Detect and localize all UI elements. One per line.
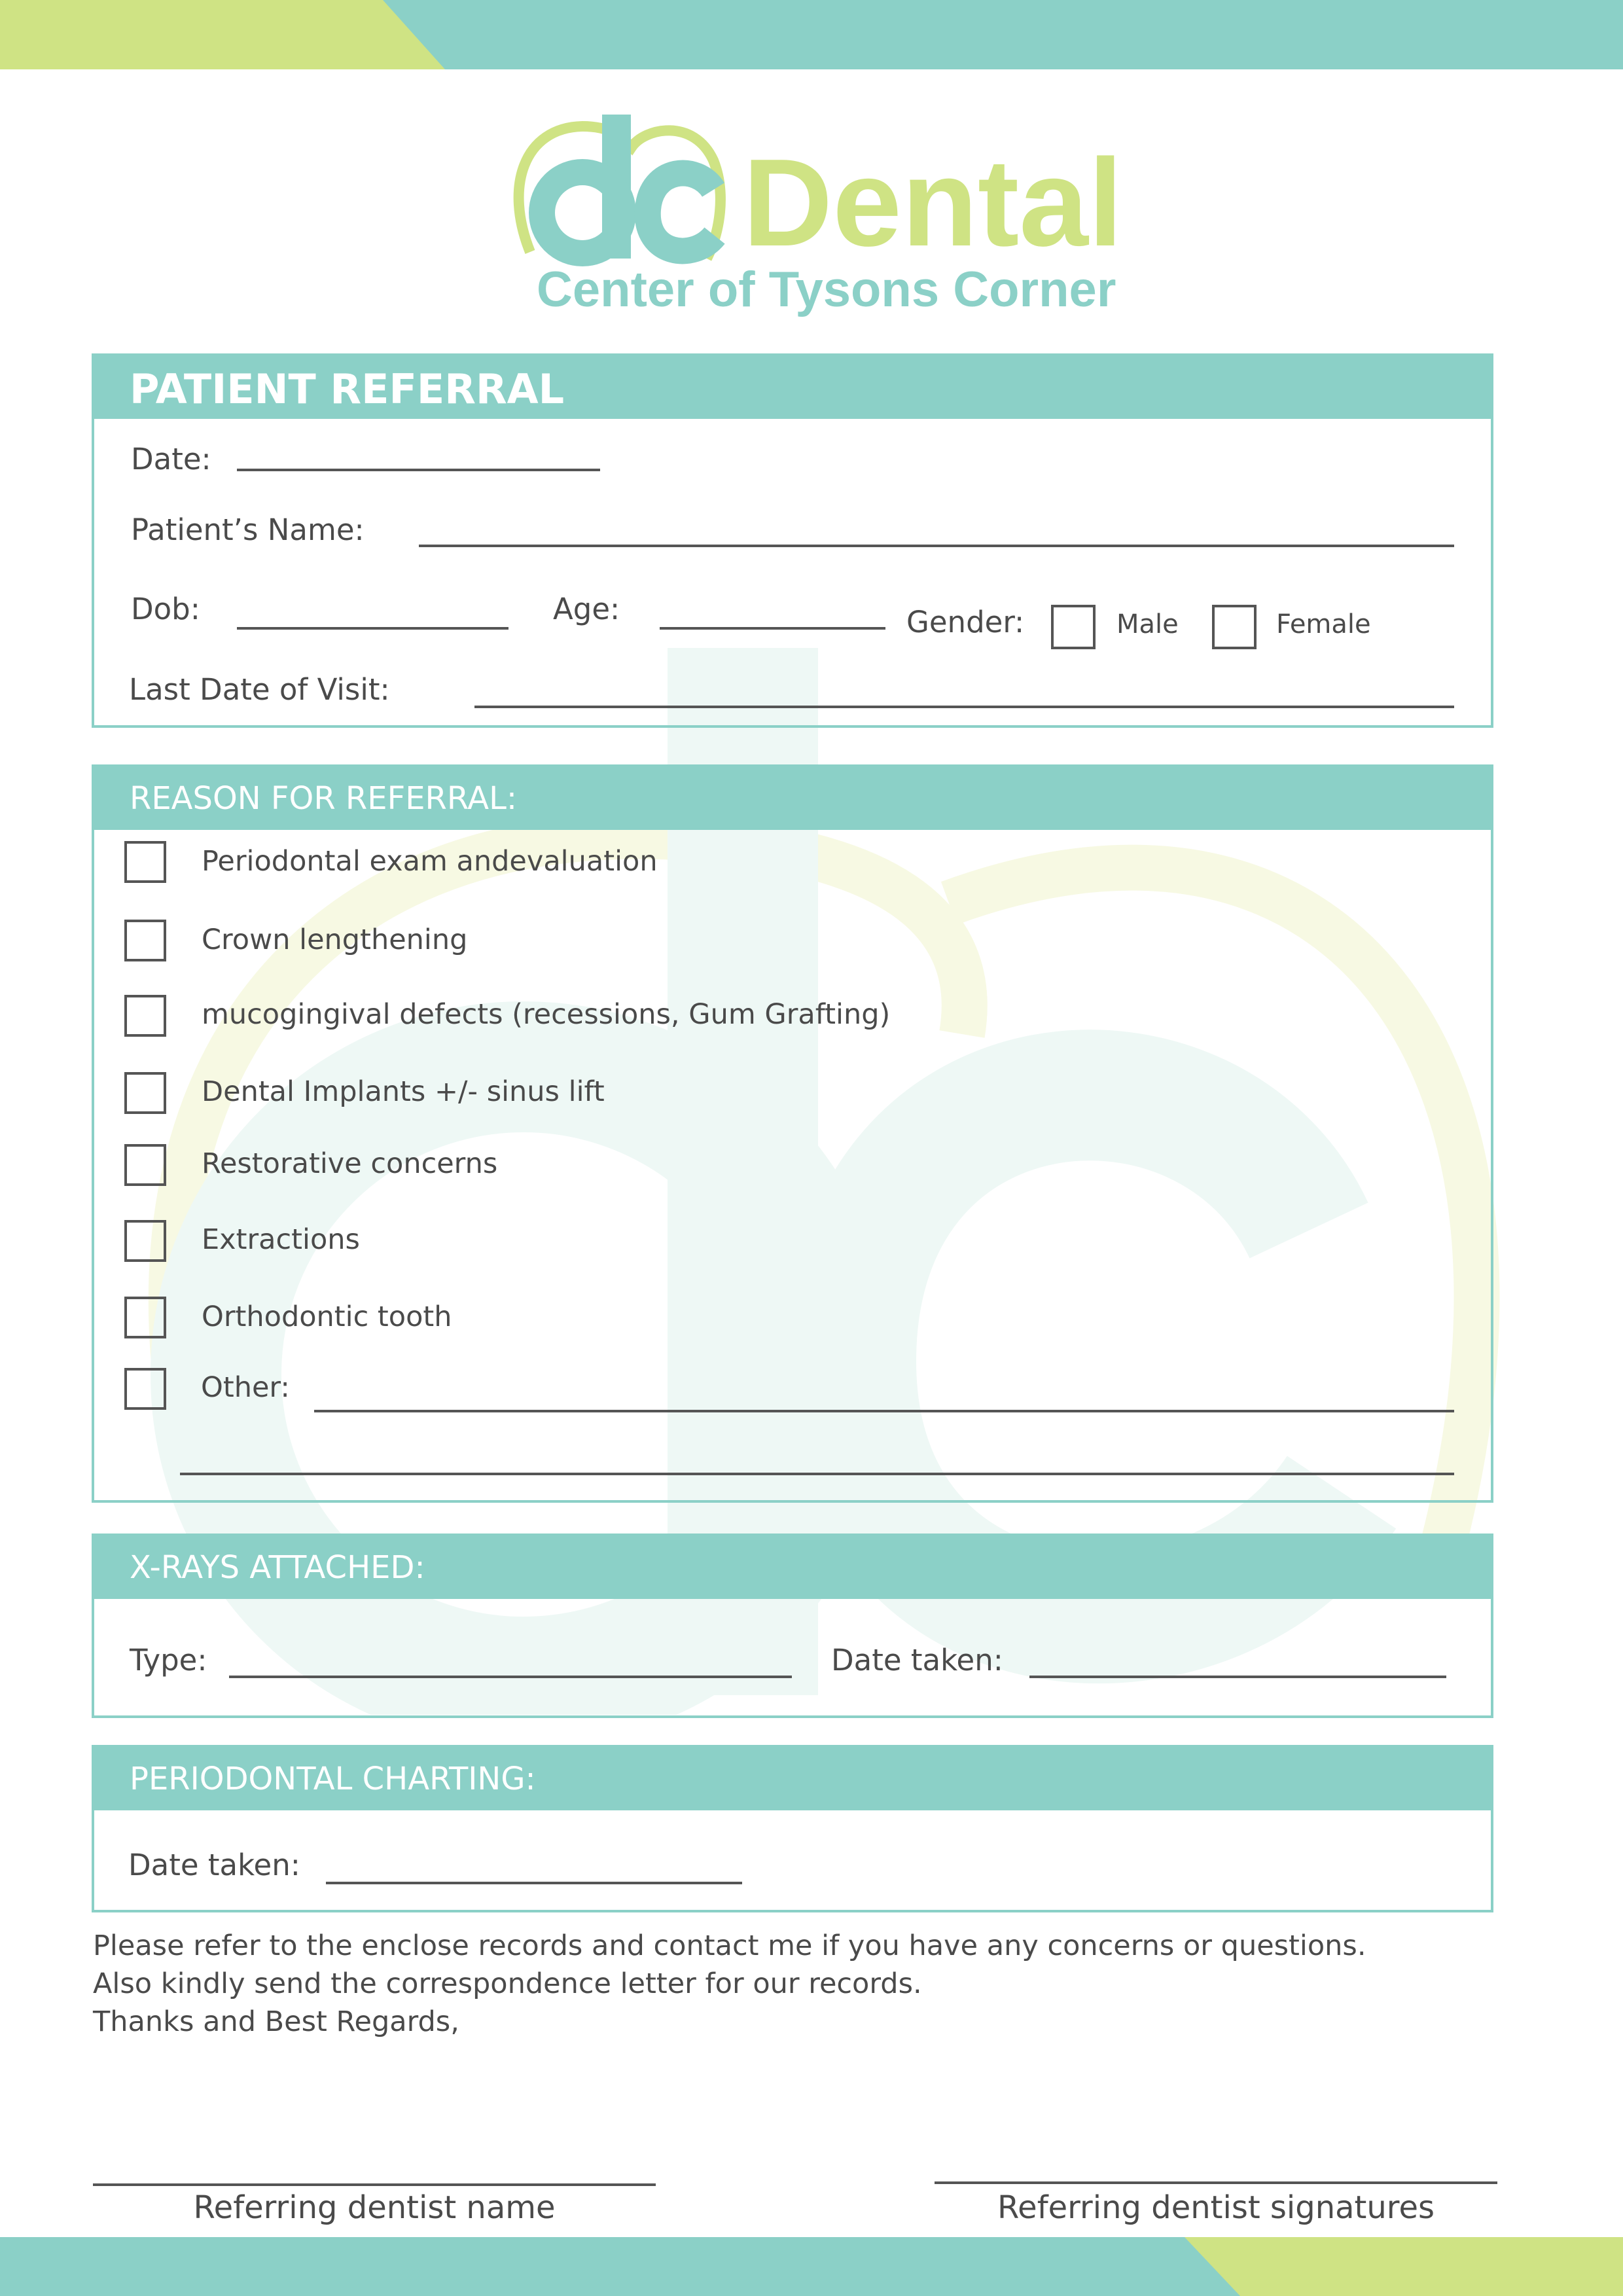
perio-header: [92, 1745, 1493, 1810]
date-label: Date:: [131, 442, 211, 476]
xray-date-label: Date taken:: [831, 1643, 1003, 1677]
patient-referral-header: [92, 353, 1493, 419]
other-field-continued[interactable]: [180, 1473, 1454, 1475]
bottom-band-accent: [1178, 2237, 1623, 2296]
reason-checkbox-mucogingival[interactable]: [124, 995, 166, 1037]
brand-subtitle: Center of Tysons Corner: [537, 262, 1116, 317]
referring-dentist-signature-field[interactable]: [935, 2181, 1497, 2184]
reason-label-orthodontic: Orthodontic tooth: [202, 1300, 452, 1333]
reason-header: [92, 764, 1493, 830]
perio-date-label: Date taken:: [128, 1848, 300, 1882]
xray-date-field[interactable]: [1029, 1676, 1446, 1678]
perio-box: [92, 1808, 1493, 1912]
reason-label-crown-lengthening: Crown lengthening: [202, 924, 468, 956]
gender-female-checkbox[interactable]: [1212, 605, 1257, 649]
gender-male-label: Male: [1116, 609, 1179, 639]
gender-label: Gender:: [906, 605, 1025, 639]
referring-dentist-name-label: Referring dentist name: [193, 2189, 556, 2226]
dob-field[interactable]: [237, 627, 508, 630]
xray-type-field[interactable]: [229, 1676, 792, 1678]
closing-line-2: Also kindly send the correspondence letter for our records.: [93, 1967, 922, 2000]
gender-female-label: Female: [1276, 609, 1371, 639]
top-band-accent: [0, 0, 458, 69]
xrays-box: [92, 1596, 1493, 1718]
last-visit-label: Last Date of Visit:: [129, 672, 390, 707]
reason-label-implants: Dental Implants +/- sinus lift: [202, 1075, 605, 1108]
reason-checkbox-implants[interactable]: [124, 1072, 166, 1114]
perio-date-field[interactable]: [326, 1882, 742, 1884]
xrays-header: [92, 1534, 1493, 1599]
gender-male-checkbox[interactable]: [1051, 605, 1096, 649]
age-label: Age:: [553, 592, 620, 626]
reason-label-periodontal-exam: Periodontal exam andevaluation: [202, 845, 658, 878]
patient-name-field[interactable]: [419, 545, 1454, 547]
reason-checkbox-other[interactable]: [124, 1368, 166, 1410]
reason-checkbox-extractions[interactable]: [124, 1220, 166, 1262]
other-field[interactable]: [314, 1410, 1454, 1412]
referring-dentist-name-field[interactable]: [93, 2183, 656, 2186]
reason-label-extractions: Extractions: [202, 1223, 360, 1256]
reason-title: REASON FOR REFERRAL:: [130, 780, 518, 817]
closing-line-3: Thanks and Best Regards,: [93, 2005, 459, 2038]
referring-dentist-signature-label: Referring dentist signatures: [997, 2189, 1435, 2226]
patient-referral-title: PATIENT REFERRAL: [130, 365, 565, 413]
reason-label-restorative: Restorative concerns: [202, 1147, 498, 1180]
reason-label-mucogingival: mucogingival defects (recessions, Gum Grafting): [202, 998, 891, 1031]
xray-type-label: Type:: [130, 1643, 207, 1677]
dob-label: Dob:: [131, 592, 200, 626]
reason-checkbox-periodontal-exam[interactable]: [124, 841, 166, 883]
perio-title: PERIODONTAL CHARTING:: [130, 1761, 536, 1797]
reason-checkbox-orthodontic[interactable]: [124, 1297, 166, 1338]
date-field[interactable]: [237, 469, 600, 471]
reason-checkbox-restorative[interactable]: [124, 1144, 166, 1186]
patient-name-label: Patient’s Name:: [131, 512, 365, 547]
xrays-title: X-RAYS ATTACHED:: [130, 1549, 425, 1586]
last-visit-field[interactable]: [474, 706, 1454, 708]
age-field[interactable]: [660, 627, 885, 630]
brand-name: Dental: [743, 134, 1123, 272]
dc-logo-icon: [510, 108, 733, 278]
reason-label-other: Other:: [201, 1371, 290, 1404]
reason-checkbox-crown-lengthening[interactable]: [124, 920, 166, 961]
closing-line-1: Please refer to the enclose records and contact me if you have any concerns or questions.: [93, 1929, 1366, 1962]
